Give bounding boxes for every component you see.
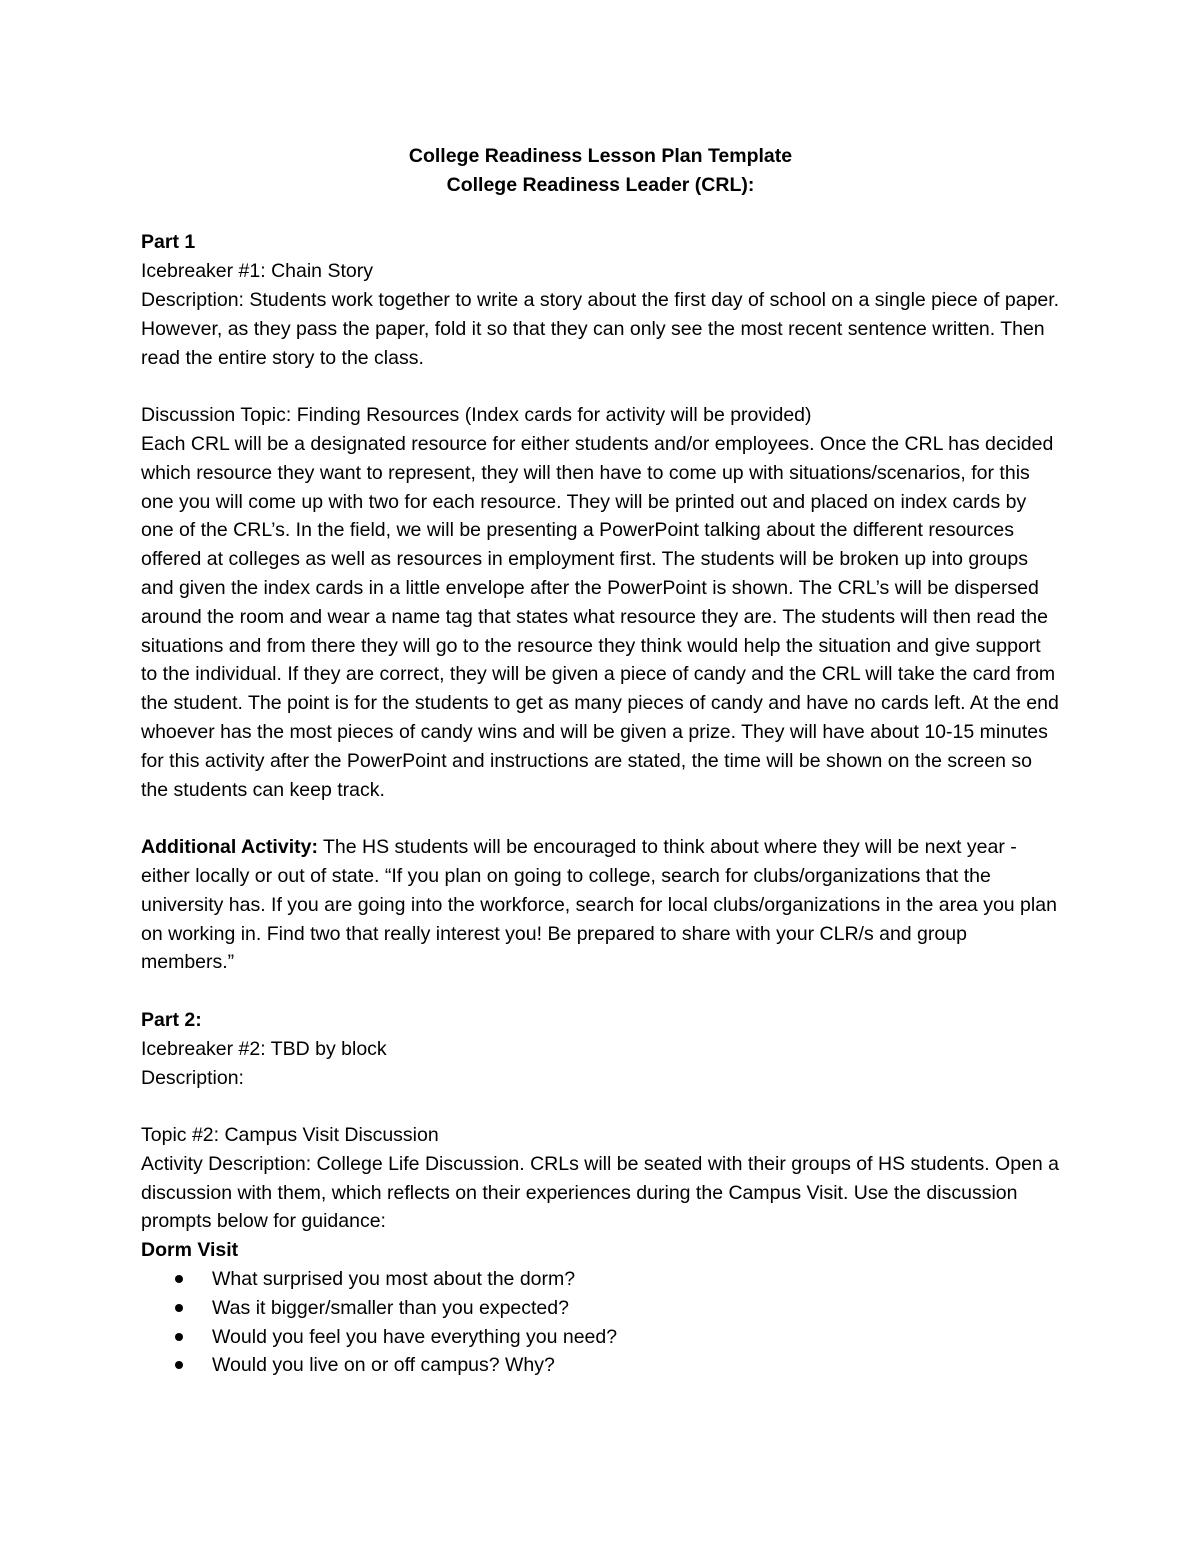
part1-discussion-topic: Discussion Topic: Finding Resources (Index cards for activity will be provided) — [141, 404, 812, 427]
spacer — [141, 1092, 1060, 1121]
list-item: What surprised you most about the dorm? — [175, 1265, 1060, 1294]
dorm-prompts-list — [141, 1265, 1060, 1380]
part1-icebreaker: Icebreaker #1: Chain Story — [141, 260, 373, 283]
list-item: Was it bigger/smaller than you expected? — [175, 1294, 1060, 1323]
bullet-icon — [175, 1275, 183, 1283]
document-title: College Readiness Lesson Plan Template — [408, 145, 793, 167]
spacer — [141, 804, 1060, 833]
part1-heading: Part 1 — [141, 231, 196, 254]
part1-description: Description: Students work together to write a story about the first day of school on a single piece of paper. However, as they pass the paper, fold it so that they can only see the most recent sentence written. Then read the entire story to the class. — [141, 288, 1060, 369]
part2-description: Description: — [141, 1066, 244, 1089]
bullet-icon — [175, 1304, 183, 1312]
additional-activity-label: Additional Activity: — [141, 836, 318, 859]
dorm-visit-heading: Dorm Visit — [141, 1239, 239, 1262]
part2-topic: Topic #2: Campus Visit Discussion — [141, 1124, 439, 1147]
bullet-icon — [175, 1361, 183, 1369]
part1-additional-activity — [141, 833, 1060, 977]
document-subtitle: College Readiness Leader (CRL): — [446, 173, 755, 196]
additional-activity-body: The HS students will be encouraged to think about where they will be next year - either locally or out of state. “If you plan on going to college, search for clubs/organizations that the university has. If you are going into the workforce, search for local clubs/organizations in the area you plan on working in. Find two that really interest you! Be prepared to share with your CLR/s and group members.” — [141, 836, 1057, 974]
bullet-icon — [175, 1333, 183, 1341]
spacer — [141, 200, 1060, 229]
part2-icebreaker: Icebreaker #2: TBD by block — [141, 1037, 387, 1060]
part1-discussion-body: Each CRL will be a designated resource for either students and/or employees. Once the CRL has decided which resource they want to represent, they will then have to come up with situations/scenarios, for this one you will come up with two for each resource. They will be printed out and placed on index cards by one of the CRL’s. In the field, we will be presenting a PowerPoint talking about the different resources offered at colleges as well as resources in employment first. The students will be broken up into groups and given the index cards in a little envelope after the PowerPoint is shown. The CRL’s will be dispersed around the room and wear a name tag that states what resource they are. The students will then read the situations and from there they will go to the resource they think would help the situation and give support to the individual. If they are correct, they will be given a piece of candy and the CRL will take the card from the student. The point is for the students to get as many pieces of candy and have no cards left. At the end whoever has the most pieces of candy wins and will be given a prize. They will have about 10-15 minutes for this activity after the PowerPoint and instructions are stated, the time will be shown on the screen so the students can keep track. — [141, 432, 1059, 801]
list-item: Would you live on or off campus? Why? — [175, 1351, 1060, 1380]
part2-activity-description: Activity Description: College Life Discussion. CRLs will be seated with their groups of HS students. Open a discussion with them, which reflects on their experiences during the Campus Visit. Use the discussion prompts below for guidance: — [141, 1152, 1060, 1233]
spacer — [141, 372, 1060, 401]
part2-heading: Part 2: — [141, 1008, 202, 1031]
spacer — [141, 977, 1060, 1006]
list-item: Would you feel you have everything you need? — [175, 1323, 1060, 1352]
